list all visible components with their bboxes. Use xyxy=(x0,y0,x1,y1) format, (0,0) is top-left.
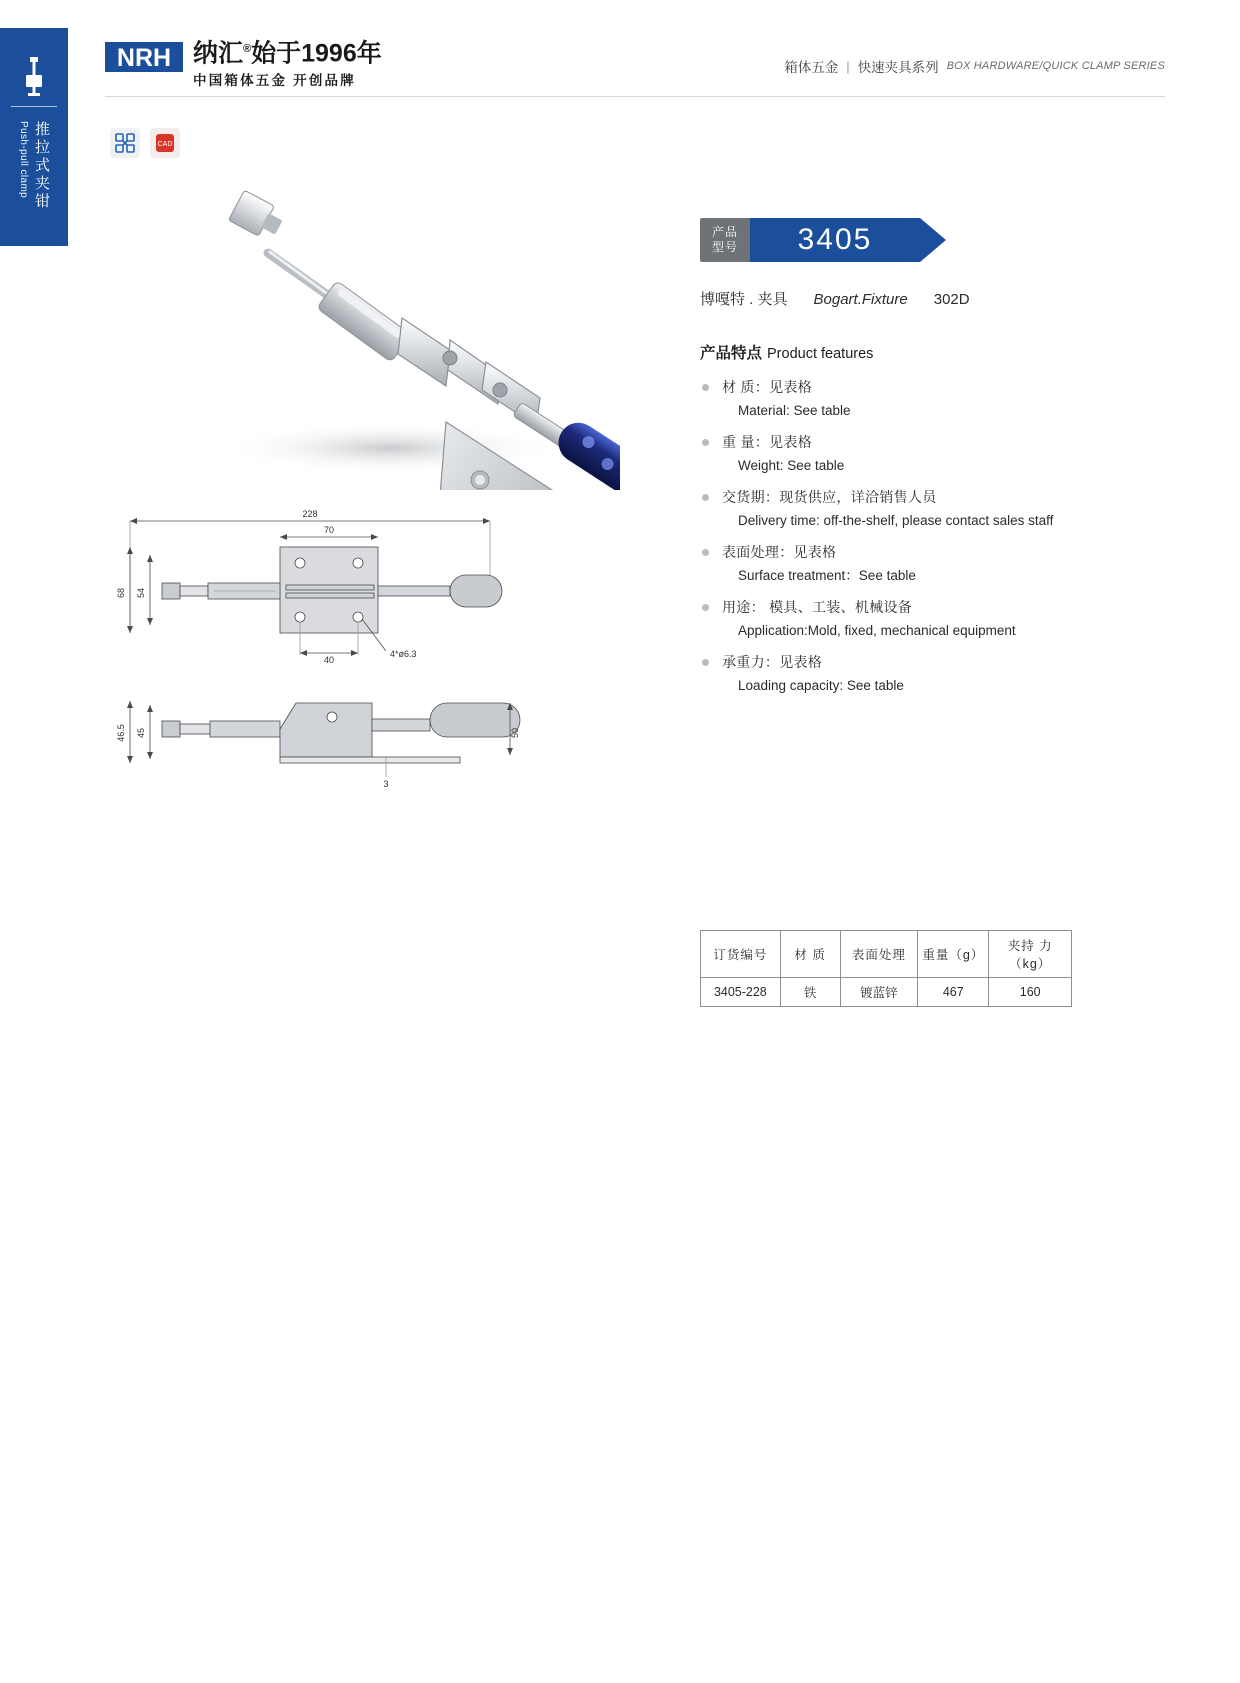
table-header-row xyxy=(701,931,1072,978)
svg-text:4*ø6.3: 4*ø6.3 xyxy=(390,649,417,659)
features-title xyxy=(700,341,1090,363)
model-label-line1: 产品 xyxy=(711,225,738,239)
feature-en: Material: See table xyxy=(738,403,851,418)
feature-cn: 重 量：见表格 xyxy=(722,434,812,450)
technical-drawing xyxy=(110,505,540,795)
brand-line-1: 纳汇®始于1996年 xyxy=(193,39,382,68)
svg-text:45: 45 xyxy=(136,727,146,739)
header-divider xyxy=(105,96,1165,97)
feature-en: Delivery time: off-the-shelf, please contact sales staff xyxy=(738,513,1054,528)
nrh-logo-icon xyxy=(105,38,183,78)
feature-cn: 交货期：现货供应，详洽销售人员 xyxy=(722,489,937,505)
product-photo xyxy=(150,190,620,490)
feature-cn: 材 质：见表格 xyxy=(722,379,812,395)
feature-list xyxy=(700,377,1090,696)
brand-name-en: Bogart.Fixture xyxy=(813,291,908,308)
category-cn-2: 快速夹具系列 xyxy=(857,60,939,75)
feature-en: Weight: See table xyxy=(738,458,845,473)
category-separator: | xyxy=(846,58,850,74)
clamp-icon xyxy=(17,54,51,98)
features-title-en: Product features xyxy=(767,346,874,362)
brand-logo xyxy=(105,34,382,91)
product-info-panel xyxy=(700,218,1090,707)
svg-text:3: 3 xyxy=(383,779,389,789)
3d-model-icon[interactable] xyxy=(110,128,140,158)
feature-cn: 用途： 模具、工装、机械设备 xyxy=(722,599,913,615)
header-category xyxy=(784,56,1165,76)
side-tab-label-en: Push-pull clamp xyxy=(18,121,29,199)
features-title-cn: 产品特点 xyxy=(700,345,763,362)
feature-item xyxy=(700,652,1090,696)
svg-text:50: 50 xyxy=(510,727,520,739)
model-label xyxy=(700,218,750,262)
cad-file-icon[interactable] xyxy=(150,128,180,158)
svg-text:NRH: NRH xyxy=(116,44,172,72)
feature-en: Application:Mold, fixed, mechanical equipment xyxy=(738,623,1016,638)
brand-wordmark xyxy=(193,34,382,91)
feature-item xyxy=(700,542,1090,586)
svg-text:70: 70 xyxy=(323,525,335,535)
feature-item xyxy=(700,432,1090,476)
th-surface-treatment: 表面处理 xyxy=(840,931,918,978)
brand-name-cn: 博嘎特 . 夹具 xyxy=(700,291,788,308)
resource-icon-row xyxy=(110,128,180,158)
th-weight: 重量（g） xyxy=(918,931,989,978)
category-en: BOX HARDWARE/QUICK CLAMP SERIES xyxy=(946,60,1165,72)
feature-cn: 表面处理：见表格 xyxy=(722,544,837,560)
tab-divider xyxy=(11,106,57,107)
feature-item xyxy=(700,487,1090,531)
side-tab-push-pull-clamp[interactable] xyxy=(0,28,68,246)
cell-material: 铁 xyxy=(780,978,840,1007)
svg-text:68: 68 xyxy=(116,587,126,599)
side-tab-text xyxy=(17,121,51,211)
table-row xyxy=(701,978,1072,1007)
page-header xyxy=(105,34,1165,96)
th-clamping-force: 夹持 力（kg） xyxy=(989,931,1072,978)
cell-order-number: 3405-228 xyxy=(701,978,781,1007)
cell-weight: 467 xyxy=(918,978,989,1007)
feature-en: Loading capacity: See table xyxy=(738,678,904,693)
feature-item xyxy=(700,597,1090,641)
cell-clamping-force: 160 xyxy=(989,978,1072,1007)
svg-text:CAD: CAD xyxy=(157,141,173,148)
th-material: 材 质 xyxy=(780,931,840,978)
model-banner xyxy=(700,218,1090,262)
side-tab-label-cn: 推拉式夹钳 xyxy=(33,121,50,211)
brand-code: 302D xyxy=(933,291,970,308)
th-order-number: 订货编号 xyxy=(701,931,781,978)
model-number: 3405 xyxy=(750,218,920,262)
svg-text:54: 54 xyxy=(136,587,146,599)
category-cn: 箱体五金 xyxy=(784,60,839,75)
svg-text:228: 228 xyxy=(302,509,318,519)
cell-surface-treatment: 镀蓝锌 xyxy=(840,978,918,1007)
brand-row xyxy=(700,288,1090,309)
svg-text:46.5: 46.5 xyxy=(116,724,126,742)
brand-line-2: 中国箱体五金 开创品牌 xyxy=(193,73,356,89)
spec-table xyxy=(700,930,1072,1007)
feature-en: Surface treatment：See table xyxy=(738,568,916,583)
svg-text:40: 40 xyxy=(323,655,335,665)
model-label-line2: 型号 xyxy=(711,240,738,254)
feature-cn: 承重力：见表格 xyxy=(722,654,823,670)
feature-item xyxy=(700,377,1090,421)
